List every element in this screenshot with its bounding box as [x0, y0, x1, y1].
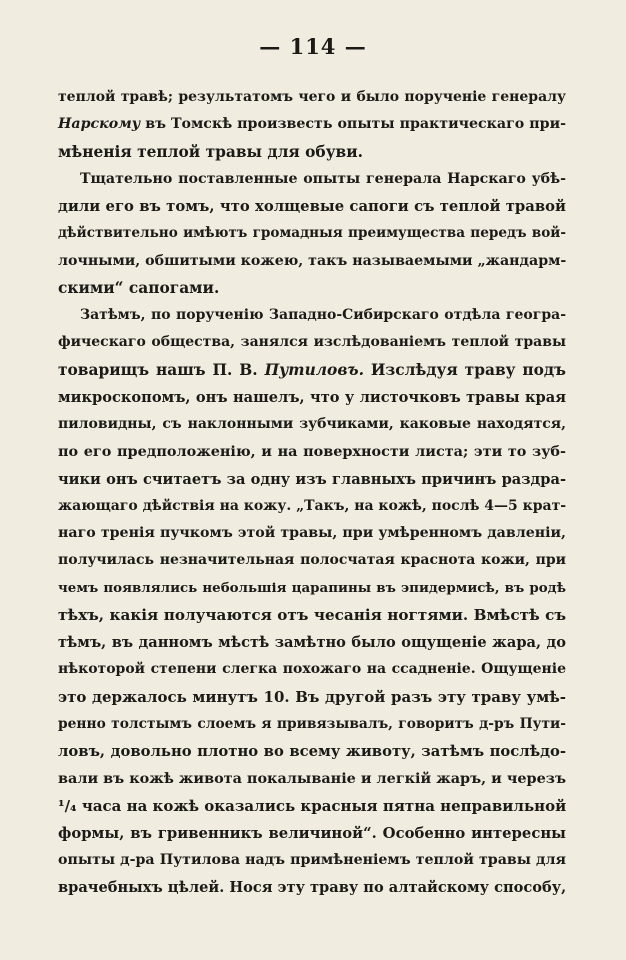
text-line: чики онъ считаетъ за одну изъ главныхъ причинъ раздра- [58, 470, 566, 488]
text-line: ¹/₄ часа на кожѣ оказались красныя пятна неправильной [58, 796, 567, 815]
text-line: получилась незначительная полосчатая краснота кожи, при [58, 552, 566, 569]
text-line: фическаго общества, занялся изслѣдованіемъ теплой травы [58, 334, 566, 351]
text-line: скими“ сапогами. [58, 278, 220, 297]
body-text [58, 84, 566, 902]
text-line: опыты д-ра Путилова надъ примѣненіемъ теплой травы для [58, 852, 566, 868]
text-line: ренно толстымъ слоемъ я привязывалъ, говоритъ д-ръ Пути- [58, 715, 566, 732]
text-line: вали въ кожѣ живота покалываніе и легкій жаръ, и черезъ [58, 770, 566, 788]
text-line [58, 111, 566, 138]
text-line: пиловидны, съ наклонными зубчиками, каковые находятся, [58, 416, 566, 432]
text-line: это держалось минутъ 10. Въ другой разъ эту траву умѣ- [58, 687, 566, 706]
page-number: — 114 — [259, 34, 367, 59]
text-line: наго тренія пучкомъ этой травы, при умѣренномъ давленіи, [58, 525, 566, 541]
text-fragment: въ Томскѣ произвесть опыты практическаго при- [140, 116, 566, 133]
text-line: формы, въ гривенникъ величиной“. Особенно интересны [58, 824, 566, 842]
text-line: чемъ появлялись небольшія царапины въ эпидермисѣ, въ родѣ [58, 579, 566, 596]
text-line: врачебныхъ цѣлей. Нося эту траву по алтайскому способу, [58, 879, 567, 897]
text-line: нѣкоторой степени слегка похожаго на ссадненіе. Ощущеніе [58, 661, 566, 678]
italic-name: Путиловъ. [264, 360, 364, 379]
text-line: Тщательно поставленные опыты генерала Нарскаго убѣ- [80, 170, 566, 187]
text-line: дили его въ томъ, что холщевые сапоги съ теплой травой [58, 198, 566, 215]
text-line: теплой травѣ; результатомъ чего и было порученіе генералу [58, 89, 566, 105]
text-line: мѣненія теплой травы для обуви. [58, 142, 364, 161]
text-line: по его предположенію, и на поверхности листа; эти то зуб- [58, 443, 566, 461]
text-line: дѣйствительно имѣютъ громадныя преимущества передъ вой- [58, 225, 566, 242]
text-line: ловъ, довольно плотно во всему животу, затѣмъ послѣдо- [58, 743, 566, 760]
text-line: микроскопомъ, онъ нашелъ, что у листочковъ травы края [58, 388, 566, 406]
text-line: Затѣмъ, по порученію Западно-Сибирскаго отдѣла геогра- [80, 307, 566, 323]
italic-name: Нарскому [58, 116, 141, 133]
text-fragment: товарищъ нашъ П. В. [58, 360, 265, 379]
text-line [58, 357, 566, 384]
text-line: тѣмъ, въ данномъ мѣстѣ замѣтно было ощущеніе жара, до [58, 634, 566, 651]
text-line: жающаго дѣйствія на кожу. „Такъ, на кожѣ, послѣ 4—5 крат- [58, 497, 567, 514]
text-line: лочными, обшитыми кожею, такъ называемыми „жандарм- [58, 252, 567, 269]
text-fragment: Изслѣдуя траву подъ [363, 360, 566, 379]
text-line: тѣхъ, какія получаются отъ чесанія ногтями. Вмѣстѣ съ [58, 605, 566, 624]
